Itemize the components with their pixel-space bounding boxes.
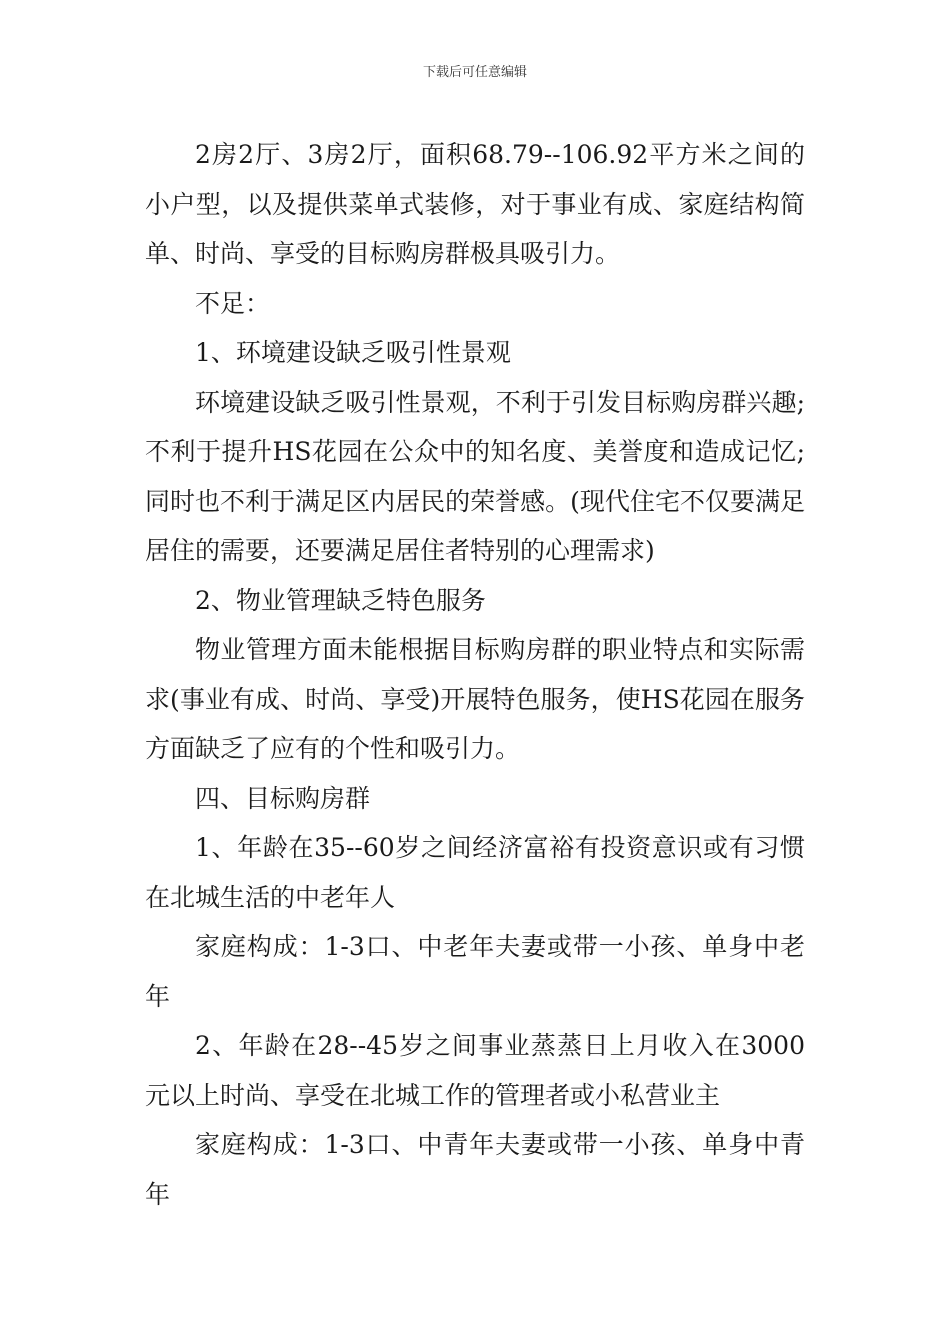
paragraph-layout-summary: 2房2厅、3房2厅，面积68.79--106.92平方米之间的小户型，以及提供菜单式装修，对于事业有成、家庭结构简单、时尚、享受的目标购房群极具吸引力。 (145, 140, 805, 268)
page-header-note: 下载后可任意编辑 (422, 65, 527, 80)
paragraph-target-group-1: 1、年龄在35--60岁之间经济富裕有投资意识或有习惯在北城生活的中老年人 (145, 833, 805, 912)
paragraph-item-property-heading: 2、物业管理缺乏特色服务 (195, 585, 486, 615)
document-body (145, 130, 805, 1219)
paragraph-family-composition-1: 家庭构成：1-3口、中老年夫妻或带一小孩、单身中老年 (145, 932, 805, 1011)
paragraph-property-detail: 物业管理方面未能根据目标购房群的职业特点和实际需求(事业有成、时尚、享受)开展特色服务，使HS花园在服务方面缺乏了应有的个性和吸引力。 (145, 635, 805, 763)
paragraph-item-environment-heading: 1、环境建设缺乏吸引性景观 (195, 338, 511, 367)
paragraph-family-composition-2: 家庭构成：1-3口、中青年夫妻或带一小孩、单身中青年 (145, 1130, 805, 1209)
paragraph-target-group-2: 2、年龄在28--45岁之间事业蒸蒸日上月收入在3000元以上时尚、享受在北城工作的管理者或小私营业主 (145, 1031, 805, 1110)
paragraph-shortcomings-heading: 不足： (195, 288, 271, 318)
paragraph-environment-detail: 环境建设缺乏吸引性景观，不利于引发目标购房群兴趣;不利于提升HS花园在公众中的知名度、美誉度和造成记忆;同时也不利于满足区内居民的荣誉感。(现代住宅不仅要满足居住的需要，还要满足居住者特别的心理需求) (145, 387, 805, 565)
paragraph-target-buyers-heading: 四、目标购房群 (195, 783, 371, 813)
